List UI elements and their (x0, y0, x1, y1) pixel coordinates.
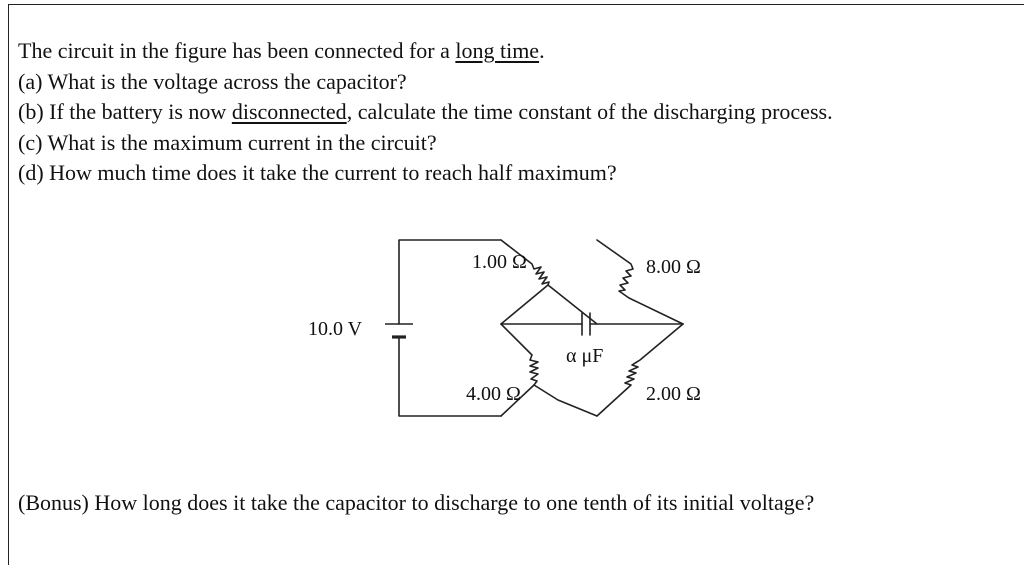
long-time-emphasis: long time (455, 38, 540, 63)
resistor-top-right (597, 240, 683, 324)
capacitor-label: α μF (566, 345, 604, 367)
wire-bottom-left-node (534, 385, 597, 416)
resistor-label-top-right: 8.00 Ω (646, 256, 701, 278)
battery-symbol (385, 324, 413, 337)
intro-line: The circuit in the figure has been connected for a long time. (18, 38, 545, 63)
resistor-label-top-left: 1.00 Ω (472, 251, 527, 273)
resistor-label-bottom-right: 2.00 Ω (646, 383, 701, 405)
part-d: (d) How much time does it take the current to reach half maximum? (18, 160, 617, 185)
bonus-question: (Bonus) How long does it take the capacitor to discharge to one tenth of its initial voltage? (18, 490, 815, 515)
part-b: (b) If the battery is now disconnected, calculate the time constant of the discharging process. (18, 99, 833, 124)
resistor-label-bottom-left: 4.00 Ω (466, 383, 521, 405)
wire-left-diagonal (501, 285, 548, 324)
battery-label: 10.0 V (308, 318, 363, 340)
disconnected-emphasis: disconnected (231, 99, 347, 124)
part-c: (c) What is the maximum current in the circuit? (18, 129, 437, 155)
part-a: (a) What is the voltage across the capacitor? (18, 68, 407, 94)
